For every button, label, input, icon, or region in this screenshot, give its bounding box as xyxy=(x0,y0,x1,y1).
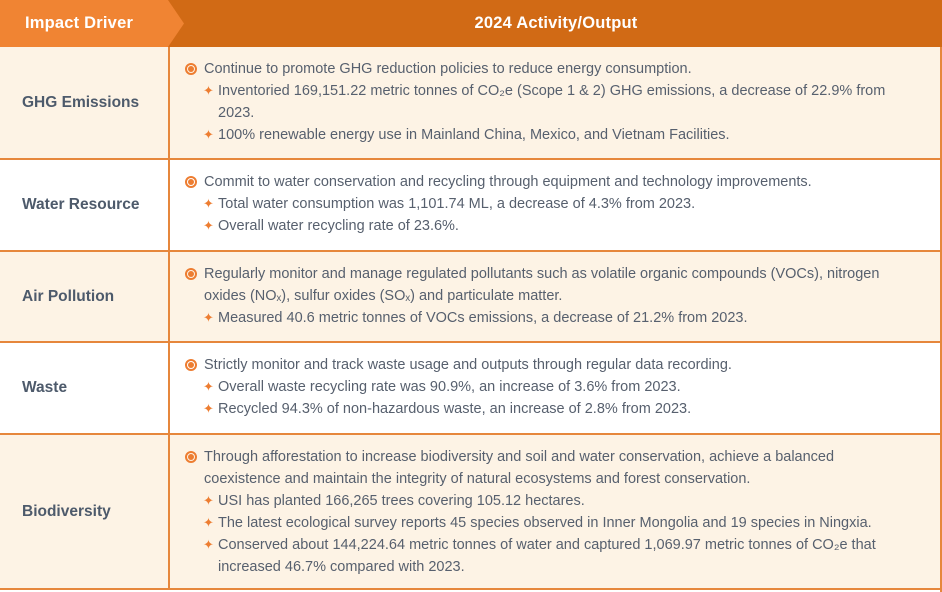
activity-subitem-text: Overall water recycling rate of 23.6%. xyxy=(218,218,459,234)
activity-subitem xyxy=(203,376,914,398)
activity-subitem xyxy=(203,398,914,420)
impact-driver-cell: Air Pollution xyxy=(0,252,170,341)
activity-subitem-text: 100% renewable energy use in Mainland China, Mexico, and Vietnam Facilities. xyxy=(218,127,730,143)
table-header xyxy=(0,0,942,47)
four-pointed-star-icon: ✦ xyxy=(203,218,214,233)
activity-subitem-text: Recycled 94.3% of non-hazardous waste, an increase of 2.8% from 2023. xyxy=(218,401,692,417)
activity-item-text: Regularly monitor and manage regulated pollutants such as volatile organic compounds (VOCs), nitrogen oxides (NOₓ), sulfur oxides (SOₓ) and particulate matter. xyxy=(204,266,880,304)
four-pointed-star-icon: ✦ xyxy=(203,401,214,416)
activity-subitem xyxy=(203,512,914,534)
activity-item-text: Strictly monitor and track waste usage and outputs through regular data recording. xyxy=(204,357,732,373)
impact-driver-cell: Biodiversity xyxy=(0,435,170,588)
activity-subitem xyxy=(203,490,914,512)
activity-item-text: Through afforestation to increase biodiversity and soil and water conservation, achieve a balanced coexistence and maintain the integrity of natural ecosystems and forest conservation. xyxy=(204,449,835,487)
four-pointed-star-icon: ✦ xyxy=(203,379,214,394)
activity-subitem-text: Total water consumption was 1,101.74 ML, a decrease of 4.3% from 2023. xyxy=(218,196,696,212)
activity-item xyxy=(185,171,914,193)
table-row xyxy=(0,252,940,343)
fisheye-circle-icon xyxy=(185,451,197,463)
activity-output-cell xyxy=(170,160,940,250)
fisheye-circle-icon xyxy=(185,63,197,75)
table-row xyxy=(0,435,940,590)
impact-driver-cell: Water Resource xyxy=(0,160,170,250)
activity-subitem-text: Overall waste recycling rate was 90.9%, an increase of 3.6% from 2023. xyxy=(218,379,681,395)
impact-driver-cell: Waste xyxy=(0,343,170,433)
table-row xyxy=(0,160,940,252)
activity-output-header-label: 2024 Activity/Output xyxy=(474,14,638,32)
fisheye-circle-icon xyxy=(185,176,197,188)
four-pointed-star-icon: ✦ xyxy=(203,493,214,508)
activity-subitem xyxy=(203,193,914,215)
activity-item xyxy=(185,446,914,490)
fisheye-circle-icon xyxy=(185,359,197,371)
activity-subitem xyxy=(203,307,914,329)
table-row xyxy=(0,343,940,435)
activity-subitem xyxy=(203,124,914,146)
activity-subitem-text: Inventoried 169,151.22 metric tonnes of CO₂e (Scope 1 & 2) GHG emissions, a decrease of 22.9% from 2023. xyxy=(218,83,886,121)
activity-item xyxy=(185,58,914,80)
activity-item-text: Continue to promote GHG reduction policies to reduce energy consumption. xyxy=(204,61,692,77)
four-pointed-star-icon: ✦ xyxy=(203,515,214,530)
four-pointed-star-icon: ✦ xyxy=(203,310,214,325)
table-body xyxy=(0,47,942,592)
activity-output-cell xyxy=(170,252,940,341)
four-pointed-star-icon: ✦ xyxy=(203,537,214,552)
four-pointed-star-icon: ✦ xyxy=(203,127,214,142)
activity-subitem xyxy=(203,215,914,237)
activity-subitem xyxy=(203,534,914,578)
activity-item xyxy=(185,354,914,376)
activity-subitem-text: USI has planted 166,265 trees covering 105.12 hectares. xyxy=(218,493,585,509)
four-pointed-star-icon: ✦ xyxy=(203,83,214,98)
activity-item xyxy=(185,263,914,307)
impact-driver-cell: GHG Emissions xyxy=(0,47,170,158)
table-row xyxy=(0,47,940,160)
activity-output-cell xyxy=(170,435,940,588)
fisheye-circle-icon xyxy=(185,268,197,280)
activity-subitem-text: Conserved about 144,224.64 metric tonnes of water and captured 1,069.97 metric tonnes of CO₂e that increased 46.7% compared with 2023. xyxy=(218,537,876,575)
activity-subitem-text: The latest ecological survey reports 45 species observed in Inner Mongolia and 19 species in Ningxia. xyxy=(218,515,872,531)
activity-item-text: Commit to water conservation and recycling through equipment and technology improvements. xyxy=(204,174,812,190)
activity-output-cell xyxy=(170,47,940,158)
impact-driver-header-label: Impact Driver xyxy=(25,14,134,32)
activity-output-cell xyxy=(170,343,940,433)
activity-subitem-text: Measured 40.6 metric tonnes of VOCs emissions, a decrease of 21.2% from 2023. xyxy=(218,310,748,326)
four-pointed-star-icon: ✦ xyxy=(203,196,214,211)
activity-subitem xyxy=(203,80,914,124)
